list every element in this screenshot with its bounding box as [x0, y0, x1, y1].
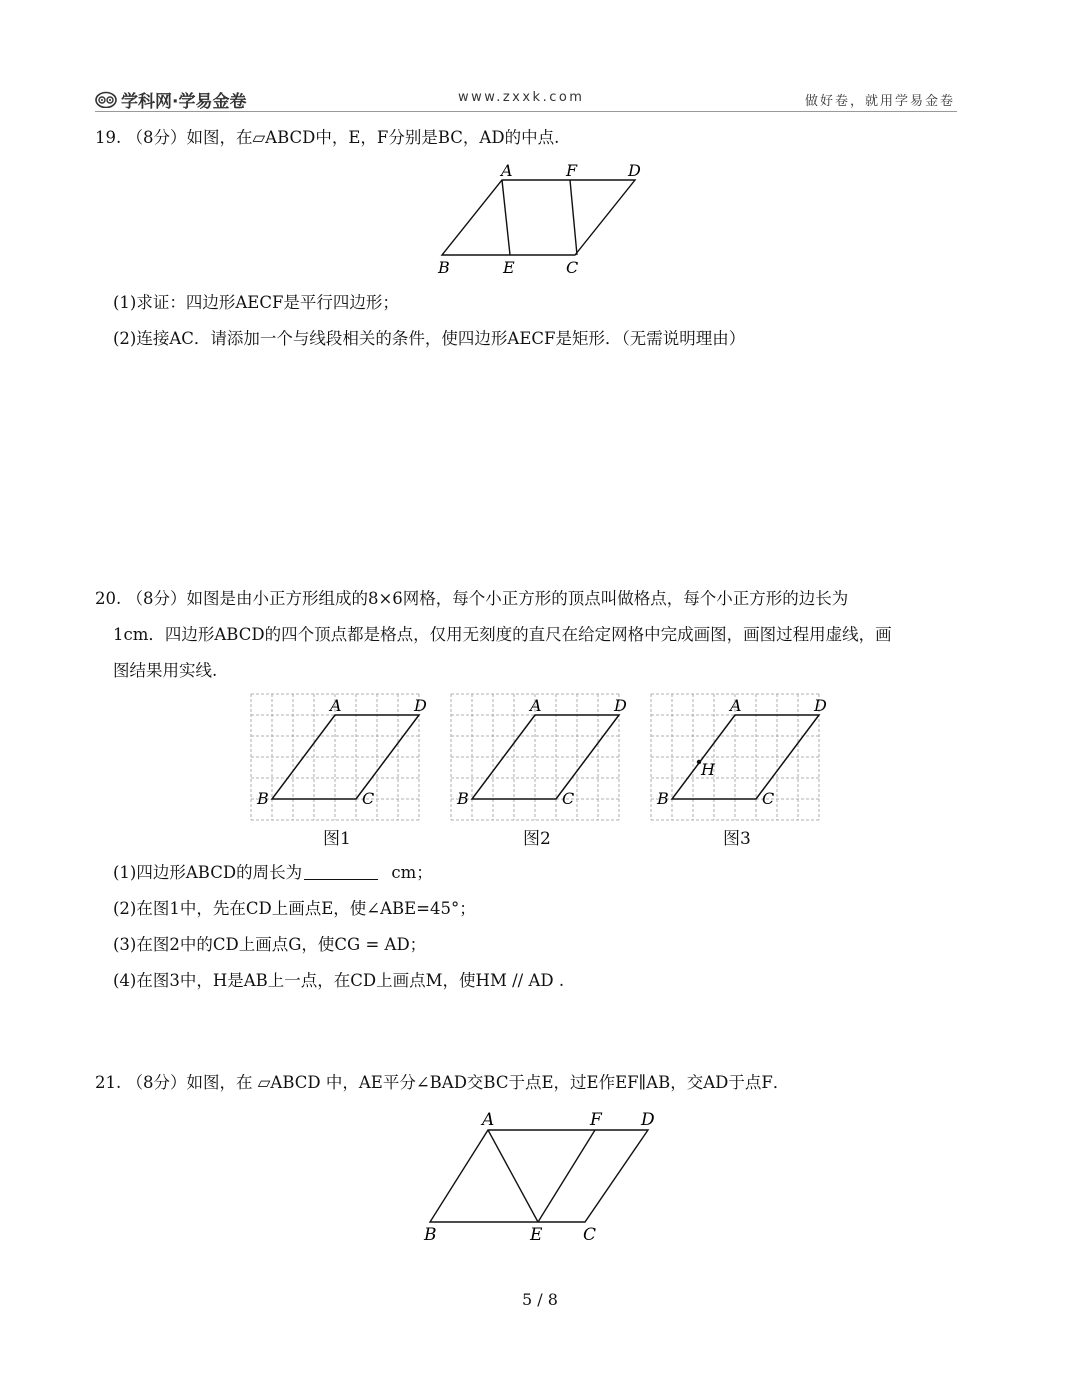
q21-stem: 21. （8分）如图，在 ▱ABCD 中，AE平分∠BAD交BC于点E，过E作EF∥AB，交AD于点F． — [95, 1073, 790, 1092]
owl-logo-icon — [95, 90, 117, 108]
fig3-label-d: D — [814, 696, 827, 715]
q21-label-e: E — [530, 1225, 543, 1245]
fig3-label-a: A — [730, 696, 742, 715]
caption-fig3: 图3 — [723, 829, 751, 849]
q21-label-d: D — [641, 1110, 655, 1130]
header-url[interactable]: www.zxxk.com — [458, 90, 585, 105]
q21-label-c: C — [583, 1225, 597, 1245]
q20-line3: 图结果用实线. — [113, 661, 218, 680]
q20-part1 — [113, 862, 433, 884]
q20-part4: (4)在图3中，H是AB上一点，在CD上画点M，使HM // AD . — [113, 971, 565, 990]
q19-segment-ae — [502, 180, 510, 255]
q20-line1: 20. （8分）如图是由小正方形组成的8×6网格，每个小正方形的顶点叫做格点，每个小正方形的边长为 — [95, 589, 849, 608]
q21-segment-ae — [488, 1130, 538, 1222]
q19-segment-fc — [570, 180, 577, 255]
q19-label-f: F — [566, 161, 578, 180]
q20-grid-figure-2 — [445, 690, 630, 830]
logo-text: 学科网·学易金卷 — [121, 91, 247, 112]
q21-parallelogram — [430, 1130, 648, 1222]
fig3-label-c: C — [762, 789, 775, 808]
q20-part1-text: (1)四边形ABCD的周长为 — [113, 863, 303, 882]
header-logo — [95, 88, 246, 110]
q20-line2: 1cm．四边形ABCD的四个顶点都是格点，仅用无刻度的直尺在给定网格中完成画图，画图过程用虚线，画 — [113, 625, 892, 644]
q20-part1-unit: cm； — [391, 863, 433, 882]
fig3-label-b: B — [657, 789, 669, 808]
fig3-label-h: H — [701, 760, 715, 779]
q19-stem: 19. （8分）如图，在▱ABCD中，E，F分别是BC，AD的中点. — [95, 128, 560, 147]
q19-label-a: A — [501, 161, 513, 180]
q21-label-b: B — [424, 1225, 437, 1245]
page-number: 5 / 8 — [522, 1290, 558, 1309]
fig1-label-c: C — [362, 789, 375, 808]
q19-parallelogram — [442, 180, 635, 255]
q19-part2: (2)连接AC．请添加一个与线段相关的条件，使四边形AECF是矩形．（无需说明理由） — [113, 329, 746, 348]
answer-blank[interactable] — [304, 863, 378, 880]
fig2-label-a: A — [530, 696, 542, 715]
q19-label-e: E — [503, 258, 515, 277]
q20-grid-figure-1 — [245, 690, 430, 830]
q21-label-a: A — [482, 1110, 495, 1130]
fig1-label-d: D — [414, 696, 427, 715]
q21-figure — [420, 1105, 670, 1250]
q19-figure — [430, 160, 650, 280]
q19-label-d: D — [628, 161, 641, 180]
fig1-label-b: B — [257, 789, 269, 808]
caption-fig2: 图2 — [523, 829, 551, 849]
q19-label-c: C — [566, 258, 579, 277]
fig2-label-d: D — [614, 696, 627, 715]
fig2-label-b: B — [457, 789, 469, 808]
fig2-label-c: C — [562, 789, 575, 808]
q21-label-f: F — [590, 1110, 602, 1130]
q19-label-b: B — [438, 258, 450, 277]
caption-fig1: 图1 — [323, 829, 351, 849]
q20-part2: (2)在图1中，先在CD上画点E，使∠ABE=45°； — [113, 899, 476, 918]
q20-part3: (3)在图2中的CD上画点G，使CG = AD； — [113, 935, 427, 954]
header-slogan: 做好卷，就用学易金卷 — [804, 94, 955, 109]
fig1-label-a: A — [330, 696, 342, 715]
q21-segment-ef — [538, 1130, 595, 1222]
q19-part1: (1)求证：四边形AECF是平行四边形； — [113, 293, 399, 312]
q20-grid-figure-3 — [645, 690, 830, 830]
header-divider — [95, 111, 957, 112]
